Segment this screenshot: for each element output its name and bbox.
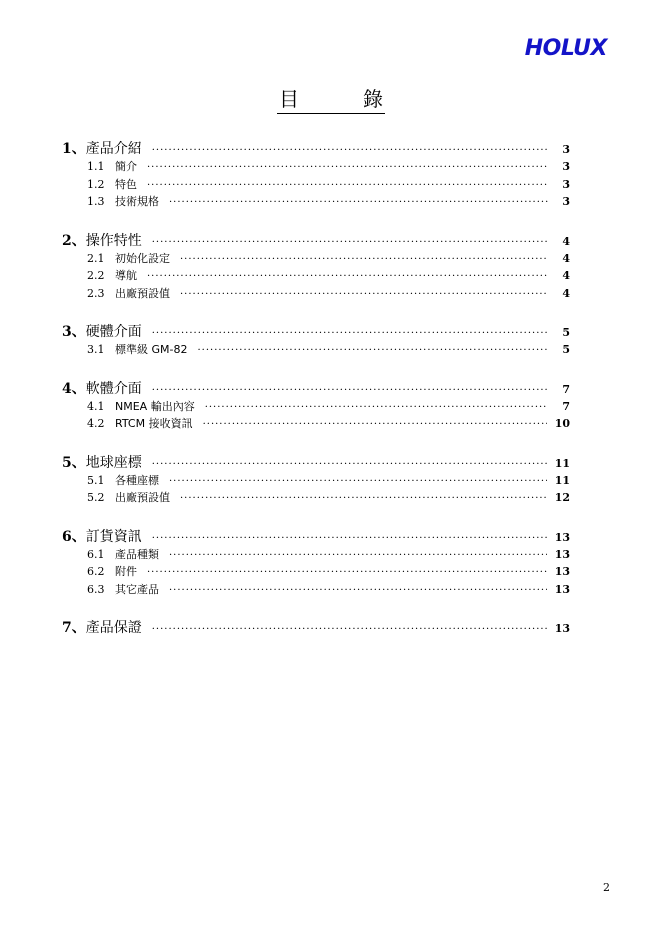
toc-entry-page: 5 [562,326,570,339]
dot-leader [180,254,548,265]
toc-entry-number: 7、 [62,620,86,636]
title-left: 目 [279,87,299,111]
toc-entry-label: 軟體介面 [85,380,142,397]
toc-entry-page: 3 [562,143,570,156]
toc-subentry-number: 2.2 [87,269,105,282]
toc-subentry-label: 各種座標 [115,473,159,487]
toc-subentry-label: 出廠預設值 [115,286,170,300]
toc-subentry[interactable] [62,267,570,285]
toc-subentry[interactable] [62,158,570,176]
dot-leader [152,385,548,396]
toc-subentry[interactable] [62,581,570,599]
toc-subentry-page: 13 [554,565,570,578]
dot-leader [147,180,548,191]
toc-subentry[interactable] [62,472,570,490]
toc-section [62,617,570,636]
toc-entry-page: 11 [554,456,570,470]
toc-section [62,526,570,599]
toc-entry[interactable] [62,617,570,636]
toc-subentry-number: 6.2 [87,565,105,578]
toc-entry[interactable] [62,526,570,545]
toc-subentry-number: 5.1 [87,473,105,487]
toc-subentry[interactable] [62,250,570,268]
dot-leader [147,567,547,578]
toc-entry-label: 訂貨資訊 [85,528,142,545]
toc-subentry[interactable] [62,563,570,581]
toc-entry[interactable] [62,138,570,157]
dot-leader [169,197,548,208]
toc-subentry-number: 6.3 [87,582,105,596]
toc-section [62,230,570,303]
toc-subentry-page: 12 [554,491,570,504]
toc-subentry-label: 標準級 GM-82 [115,343,188,356]
toc-entry-label: 產品保證 [85,620,142,636]
toc-entry-page: 13 [554,622,570,635]
toc-subentry-page: 5 [562,343,570,356]
toc-entry-number: 2、 [62,232,86,249]
toc-subentry-page: 3 [562,195,570,208]
toc-entry[interactable] [62,452,570,471]
toc-subentry-page: 3 [562,160,570,173]
toc-subentry-page: 10 [554,417,570,430]
toc-subentry-page: 3 [562,177,570,191]
dot-leader [147,162,548,173]
dot-leader [152,237,548,248]
toc-subentry-page: 13 [554,582,570,596]
toc-subentry-label: 簡介 [115,160,137,173]
toc-subentry-number: 4.1 [87,399,105,413]
toc-entry-label: 操作特性 [85,232,142,249]
toc-subentry-page: 4 [562,269,570,282]
dot-leader [205,402,548,413]
toc-subentry-label: 其它產品 [115,582,159,596]
toc-subentry[interactable] [62,415,570,433]
toc-entry-page: 7 [562,382,570,396]
dot-leader [147,271,548,282]
toc-entry-number: 1、 [62,141,86,157]
toc-subentry-number: 1.3 [87,195,105,208]
toc-subentry-label: 導航 [115,269,137,282]
toc-subentry-page: 4 [562,286,570,300]
toc-entry-number: 4、 [62,380,86,397]
table-of-contents [62,138,570,655]
toc-section [62,321,570,359]
toc-subentry-label: 技術規格 [115,195,159,208]
toc-entry[interactable] [62,378,570,397]
toc-entry[interactable] [62,321,570,340]
dot-leader [152,328,548,339]
toc-subentry[interactable] [62,398,570,416]
toc-subentry-page: 4 [562,251,570,265]
dot-leader [152,145,548,156]
toc-subentry-number: 1.2 [87,177,105,191]
toc-subentry-label: RTCM 接收資訊 [115,417,193,430]
toc-entry-page: 4 [562,234,570,248]
toc-subentry-page: 7 [562,399,570,413]
dot-leader [152,533,547,544]
toc-subentry[interactable] [62,489,570,507]
toc-subentry-label: 附件 [115,565,137,578]
dot-leader [203,419,547,430]
toc-subentry-number: 5.2 [87,491,105,504]
toc-subentry[interactable] [62,546,570,564]
dot-leader [169,585,547,596]
toc-subentry-label: 出廠預設值 [115,491,170,504]
toc-entry-number: 3、 [62,324,86,340]
toc-subentry-number: 1.1 [87,160,105,173]
dot-leader [152,624,547,635]
toc-subentry-label: 產品種類 [115,547,159,561]
toc-subentry-number: 4.2 [87,417,105,430]
toc-subentry-label: 特色 [115,177,137,191]
dot-leader [197,345,548,356]
toc-entry-label: 地球座標 [85,454,142,471]
toc-subentry-number: 3.1 [87,343,105,356]
toc-section [62,378,570,433]
toc-subentry[interactable] [62,176,570,194]
toc-subentry[interactable] [62,193,570,211]
dot-leader [169,550,547,561]
page-number: 2 [603,881,610,894]
dot-leader [180,289,548,300]
toc-subentry-label: 初始化設定 [115,251,170,265]
toc-subentry-page: 13 [554,547,570,561]
page-title [0,83,662,114]
title-right: 錄 [363,87,383,111]
toc-subentry-number: 6.1 [87,547,105,561]
dot-leader [180,493,547,504]
toc-entry-page: 13 [554,530,570,544]
toc-subentry-number: 2.1 [87,251,105,265]
toc-section [62,138,570,211]
toc-subentry-page: 11 [554,473,570,487]
toc-entry-label: 產品介紹 [85,141,142,157]
toc-subentry-label: NMEA 輸出內容 [115,399,195,413]
toc-entry-label: 硬體介面 [85,324,142,340]
toc-subentry[interactable] [62,341,570,359]
dot-leader [152,459,547,470]
dot-leader [169,476,547,487]
holux-logo: HOLUX [524,36,607,61]
toc-section [62,452,570,507]
toc-entry[interactable] [62,230,570,249]
toc-subentry-number: 2.3 [87,286,105,300]
toc-entry-number: 6、 [62,528,86,545]
toc-subentry[interactable] [62,285,570,303]
toc-entry-number: 5、 [62,454,86,471]
